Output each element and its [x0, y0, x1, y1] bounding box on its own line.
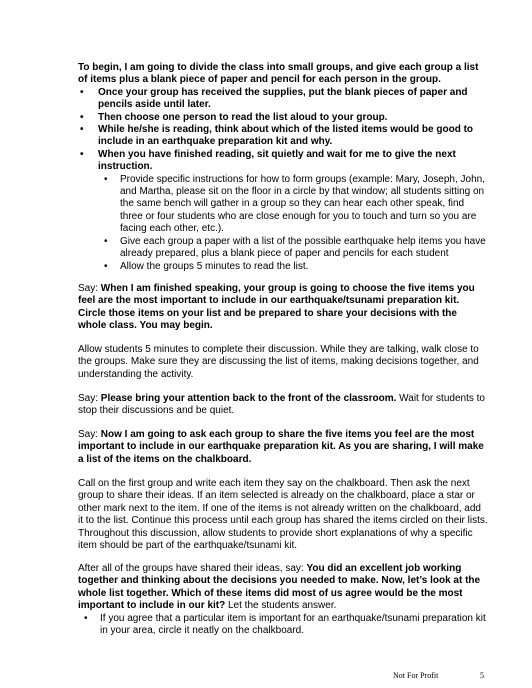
say-choose-paragraph: [78, 283, 488, 333]
bullet-item: [78, 124, 488, 149]
bullet-text: Once your group has received the supplies, put the blank pieces of paper and pencils aside until later.: [98, 86, 468, 111]
say-instruction: You did an excellent job working together and thinking about the decisions you needed to make. Now, let’s look at the whole list together. Which of these items did most of us agree would be the most important to include in our kit?: [78, 563, 481, 612]
final-bullet-list: [78, 613, 488, 638]
paragraph-text: Allow students 5 minutes to complete their discussion. While they are talking, walk close to the groups. Make sure they are discussing the list of items, making decisions together, and understanding the activity.: [78, 344, 479, 380]
bullet-glyph: •: [104, 173, 108, 185]
bullet-text: When you have finished reading, sit quietly and wait for me to give the next instruction.: [98, 148, 456, 173]
sub-bullet-item: [98, 236, 488, 261]
after-groups-paragraph: [78, 563, 488, 637]
paragraph-text: Let the students answer.: [225, 600, 337, 612]
bullet-glyph: •: [84, 612, 88, 624]
paragraph-text: Call on the first group and write each item they say on the chalkboard. Then ask the next group to share their ideas. If an item selected is already on the chalkboard, place a star or other mark next to the item. If one of the items is not already written on the chalkboard, add it to the list. Continue this process until each group has shared the items circled on their lists. Throughout this discussion, allow students to provide short explanations of why a specific item should be part of the earthquake/tsunami kit.: [78, 478, 488, 552]
bullet-glyph: •: [104, 235, 108, 247]
footer-label: Not For Profit: [393, 671, 439, 680]
bullet-text: While he/she is reading, think about which of the listed items would be good to include in an earthquake preparation kit and why.: [98, 124, 474, 148]
bullet-glyph: •: [80, 111, 84, 123]
say-label: Say:: [78, 429, 101, 440]
bullet-glyph: •: [80, 86, 84, 98]
sub-bullet-list: [98, 174, 488, 273]
allow-students-paragraph: [78, 344, 488, 381]
page-number: 5: [480, 671, 484, 680]
bullet-glyph: •: [80, 148, 84, 160]
paragraph-text: After all of the groups have shared their ideas, say:: [78, 563, 307, 574]
say-instruction: Now I am going to ask each group to share the five items you feel are the most important to include in our earthquake preparation kit. As you are sharing, I will make a list of the items on the chalkboard.: [78, 429, 484, 465]
sub-bullet-item: [98, 261, 488, 273]
say-label: Say:: [78, 283, 101, 294]
say-instruction: When I am finished speaking, your group is going to choose the five items you feel are the most important to include in our earthquake/tsunami preparation kit. Circle those items on your list and be prepared to share your decisions with the whole class. You may begin.: [78, 283, 475, 332]
say-label: Say:: [78, 393, 101, 404]
say-share-paragraph: [78, 429, 488, 466]
intro-section: [78, 62, 488, 273]
sub-bullet-item: [98, 174, 488, 236]
bullet-glyph: •: [104, 260, 108, 272]
sub-bullet-text: Allow the groups 5 minutes to read the list.: [120, 260, 309, 272]
sub-bullet-item: [78, 613, 488, 638]
intro-paragraph: To begin, I am going to divide the class into small groups, and give each group a list of items plus a blank piece of paper and pencil for each person in the group.: [78, 62, 479, 86]
say-instruction: Please bring your attention back to the front of the classroom.: [100, 393, 397, 404]
chalkboard-paragraph: [78, 478, 488, 552]
paragraph-text: Wait for students to stop their discussions and be quiet.: [78, 393, 485, 417]
main-bullet-list: [78, 87, 488, 273]
bullet-item: [78, 149, 488, 273]
sub-bullet-text: Give each group a paper with a list of the possible earthquake help items you have already prepared, plus a blank piece of paper and pencils for each student: [120, 235, 486, 260]
bullet-item: [78, 112, 488, 124]
sub-bullet-text: If you agree that a particular item is important for an earthquake/tsunami preparation kit in your area, circle it neatly on the chalkboard.: [100, 612, 486, 637]
bullet-text: Then choose one person to read the list aloud to your group.: [98, 111, 388, 123]
say-attention-paragraph: [78, 393, 488, 418]
bullet-glyph: •: [80, 124, 84, 136]
sub-bullet-text: Provide specific instructions for how to form groups (example: Mary, Joseph, John, and Martha, please sit on the floor in a circle by that window; all students sitting on the same bench will gather in a group so they can hear each other speak, find three or four students who are close enough for you to touch and turn so you are facing each other, etc.).: [120, 173, 485, 235]
bullet-item: [78, 87, 488, 112]
